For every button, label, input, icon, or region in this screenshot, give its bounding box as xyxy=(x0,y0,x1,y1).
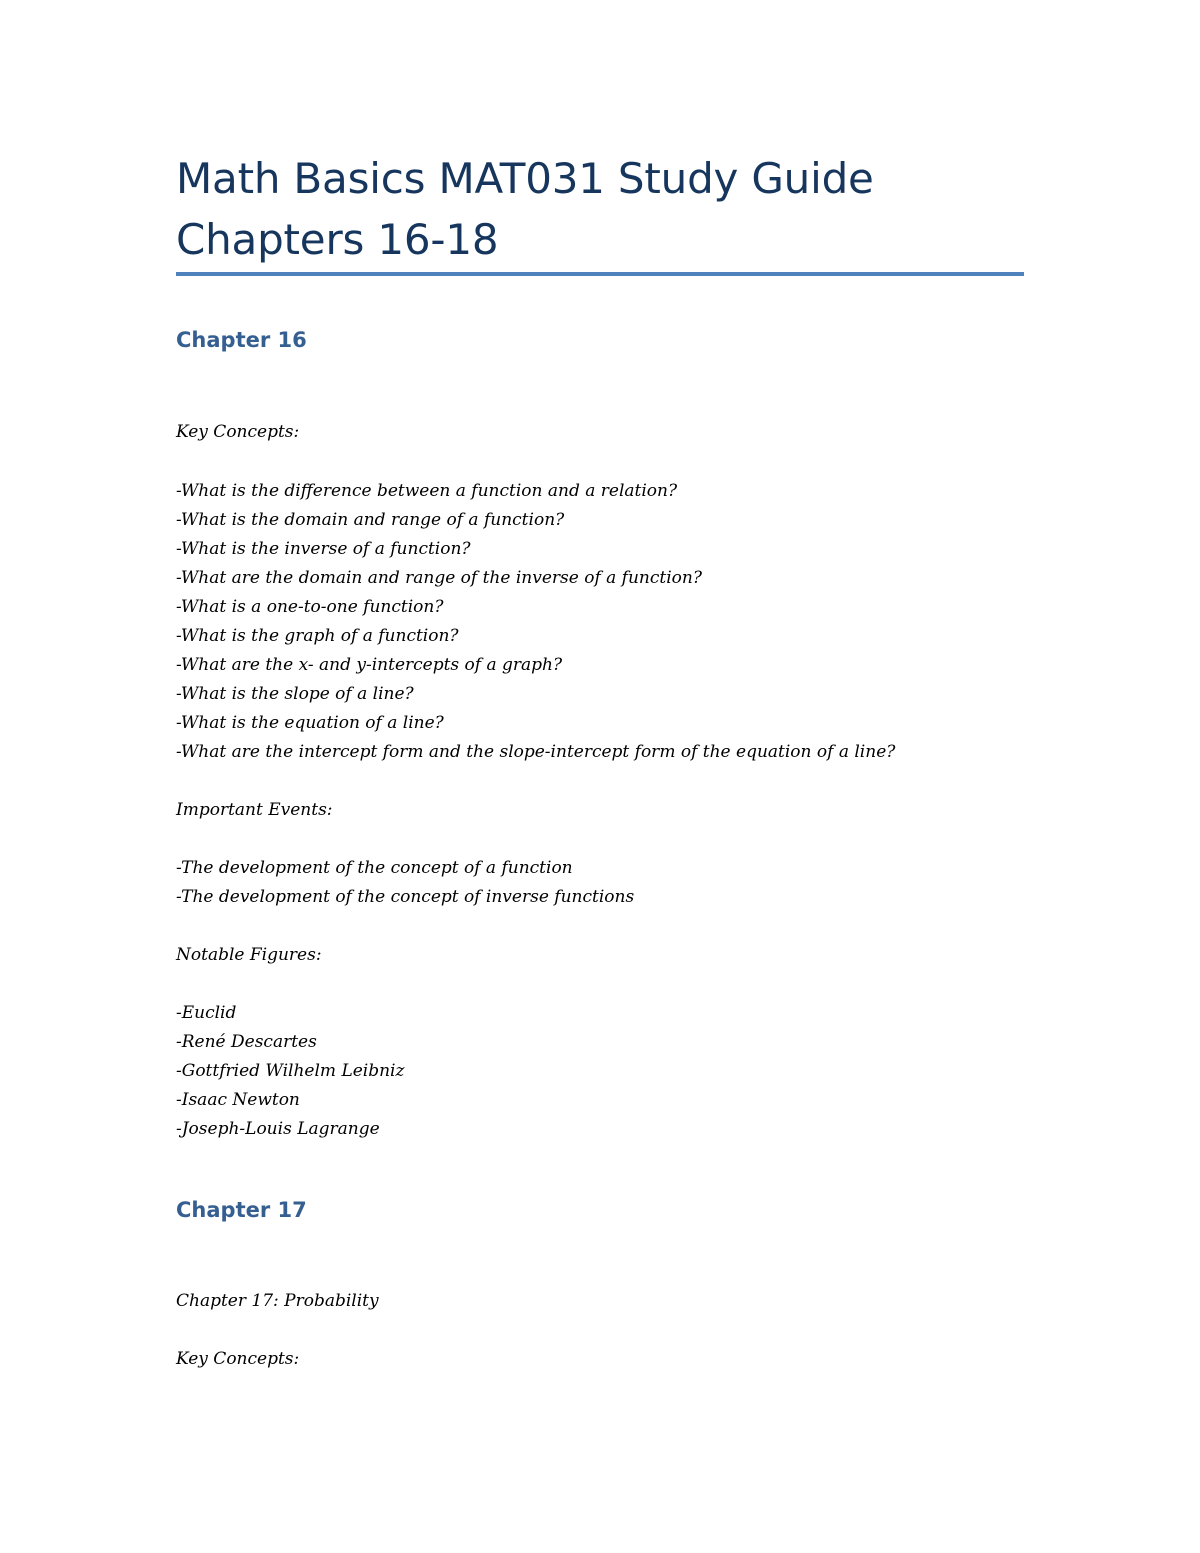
list-item: -The development of the concept of inverse functions xyxy=(176,887,635,907)
list-item: -Isaac Newton xyxy=(176,1090,300,1110)
list-item: -What are the domain and range of the inverse of a function? xyxy=(176,568,702,588)
chapter-16-important-events-label: Important Events: xyxy=(176,800,333,820)
chapter-16-notable-figures-label: Notable Figures: xyxy=(176,945,322,965)
list-item: -The development of the concept of a function xyxy=(176,858,573,878)
list-item: -What is a one-to-one function? xyxy=(176,597,444,617)
list-item: -Euclid xyxy=(176,1003,237,1023)
chapter-16-heading: Chapter 16 xyxy=(176,328,307,352)
title-underline-rule xyxy=(176,272,1024,276)
chapter-17-key-concepts-label: Key Concepts: xyxy=(176,1349,300,1369)
list-item: -What are the x- and y-intercepts of a graph? xyxy=(176,655,563,675)
list-item: -What is the slope of a line? xyxy=(176,684,414,704)
list-item: -Gottfried Wilhelm Leibniz xyxy=(176,1061,405,1081)
title-line-2: Chapters 16-18 xyxy=(176,215,499,264)
chapter-17-subtitle: Chapter 17: Probability xyxy=(176,1291,379,1311)
list-item: -René Descartes xyxy=(176,1032,317,1052)
list-item: -What is the graph of a function? xyxy=(176,626,459,646)
chapter-16-important-events-list xyxy=(176,854,634,912)
document-title xyxy=(176,148,1026,270)
list-item: -What are the intercept form and the slope-intercept form of the equation of a line? xyxy=(176,742,896,762)
title-line-1: Math Basics MAT031 Study Guide xyxy=(176,154,874,203)
list-item: -Joseph-Louis Lagrange xyxy=(176,1119,380,1139)
list-item: -What is the domain and range of a function? xyxy=(176,510,565,530)
chapter-16-key-concepts-label: Key Concepts: xyxy=(176,422,300,442)
list-item: -What is the equation of a line? xyxy=(176,713,444,733)
chapter-16-notable-figures-list xyxy=(176,999,404,1144)
chapter-16-key-concepts-list xyxy=(176,477,895,767)
chapter-17-heading: Chapter 17 xyxy=(176,1198,307,1222)
list-item: -What is the inverse of a function? xyxy=(176,539,471,559)
list-item: -What is the difference between a function and a relation? xyxy=(176,481,678,501)
